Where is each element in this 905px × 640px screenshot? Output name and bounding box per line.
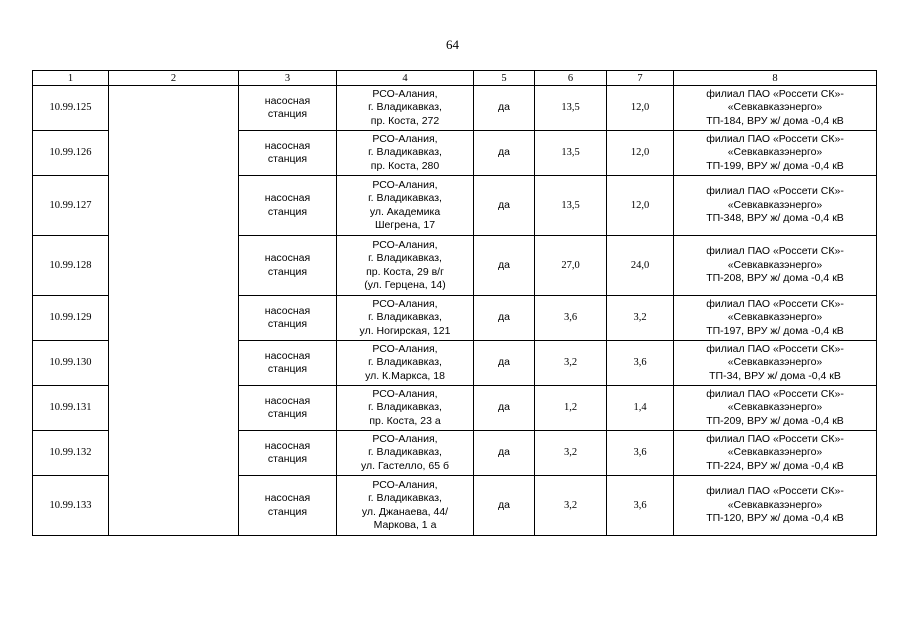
cell-flag: да	[474, 431, 535, 476]
cell-value-6: 13,5	[535, 86, 607, 131]
cell-line: РСО-Алания,	[372, 478, 438, 491]
cell-line: филиал ПАО «Россети СК»-	[706, 297, 844, 310]
cell-object-type	[239, 236, 337, 296]
cell-value-7: 24,0	[607, 236, 674, 296]
cell-line: станция	[267, 363, 308, 375]
cell-line: филиал ПАО «Россети СК»-	[706, 132, 844, 145]
cell-code: 10.99.129	[33, 296, 109, 341]
cell-object-type	[239, 86, 337, 131]
cell-line: «Севкавказэнерго»	[727, 401, 823, 414]
cell-line: г. Владикавказ,	[368, 311, 442, 324]
cell-line: г. Владикавказ,	[368, 446, 442, 459]
cell-line: филиал ПАО «Россети СК»-	[706, 87, 844, 100]
cell-supply	[674, 296, 877, 341]
cell-address	[337, 476, 474, 536]
cell-line: «Севкавказэнерго»	[727, 356, 823, 369]
cell-object-type	[239, 131, 337, 176]
cell-address	[337, 131, 474, 176]
cell-code: 10.99.132	[33, 431, 109, 476]
column-header-3: 3	[239, 71, 337, 86]
cell-flag: да	[474, 476, 535, 536]
cell-value-7: 3,2	[607, 296, 674, 341]
cell-line: ул. Ногирская, 121	[359, 324, 451, 337]
cell-address	[337, 236, 474, 296]
cell-flag: да	[474, 176, 535, 236]
cell-address	[337, 431, 474, 476]
table-body	[33, 86, 877, 536]
cell-line: РСО-Алания,	[372, 87, 438, 100]
cell-line: ТП-224, ВРУ ж/ дома -0,4 кВ	[706, 459, 844, 472]
cell-line: ТП-199, ВРУ ж/ дома -0,4 кВ	[706, 159, 844, 172]
cell-line: насосная	[264, 394, 311, 407]
cell-line: станция	[267, 408, 308, 420]
column-header-2: 2	[109, 71, 239, 86]
column-header-1: 1	[33, 71, 109, 86]
cell-line: ТП-208, ВРУ ж/ дома -0,4 кВ	[706, 272, 844, 285]
cell-line: пр. Коста, 272	[370, 114, 440, 127]
cell-value-7: 1,4	[607, 386, 674, 431]
table-row	[33, 86, 877, 131]
cell-line: ТП-34, ВРУ ж/ дома -0,4 кВ	[709, 369, 841, 382]
cell-line: г. Владикавказ,	[368, 101, 442, 114]
cell-object-type	[239, 386, 337, 431]
cell-value-6: 13,5	[535, 131, 607, 176]
cell-line: пр. Коста, 29 в/г	[366, 265, 444, 278]
cell-line: «Севкавказэнерго»	[727, 498, 823, 511]
cell-supply	[674, 431, 877, 476]
cell-supply	[674, 176, 877, 236]
cell-line: «Севкавказэнерго»	[727, 101, 823, 114]
cell-line: ТП-120, ВРУ ж/ дома -0,4 кВ	[706, 512, 844, 525]
header-row	[33, 71, 877, 86]
cell-line: станция	[267, 265, 308, 278]
cell-flag: да	[474, 341, 535, 386]
cell-line: РСО-Алания,	[372, 297, 438, 310]
cell-value-7: 3,6	[607, 341, 674, 386]
cell-flag: да	[474, 296, 535, 341]
cell-line: филиал ПАО «Россети СК»-	[706, 387, 844, 400]
cell-line: г. Владикавказ,	[368, 492, 442, 504]
cell-line: РСО-Алания,	[372, 387, 438, 400]
cell-line: пр. Коста, 280	[370, 159, 440, 172]
column-header-6: 6	[535, 71, 607, 86]
cell-address	[337, 296, 474, 341]
cell-address	[337, 341, 474, 386]
cell-line: ТП-209, ВРУ ж/ дома -0,4 кВ	[706, 414, 844, 427]
cell-line: ул. Гастелло, 65 б	[360, 459, 449, 472]
cell-line: станция	[267, 505, 308, 518]
cell-supply	[674, 86, 877, 131]
cell-value-6: 27,0	[535, 236, 607, 296]
cell-object-type	[239, 341, 337, 386]
cell-code: 10.99.131	[33, 386, 109, 431]
cell-line: РСО-Алания,	[372, 178, 438, 191]
cell-line: станция	[267, 108, 308, 120]
page-number: 64	[446, 37, 459, 52]
cell-line: Шегрена, 17	[374, 219, 436, 231]
cell-value-6: 3,2	[535, 431, 607, 476]
cell-line: Маркова, 1 а	[373, 519, 437, 531]
cell-line: РСО-Алания,	[372, 238, 438, 251]
column-header-5: 5	[474, 71, 535, 86]
column-header-7: 7	[607, 71, 674, 86]
cell-value-6: 3,2	[535, 476, 607, 536]
cell-line: насосная	[264, 439, 311, 452]
cell-line: насосная	[264, 139, 311, 152]
cell-line: г. Владикавказ,	[368, 146, 442, 159]
cell-supply	[674, 131, 877, 176]
cell-value-7: 12,0	[607, 86, 674, 131]
cell-supply	[674, 386, 877, 431]
cell-line: г. Владикавказ,	[368, 252, 442, 264]
cell-object-type	[239, 176, 337, 236]
cell-line: ул. Джанаева, 44/	[361, 505, 449, 518]
cell-code: 10.99.133	[33, 476, 109, 536]
cell-line: ул. К.Маркса, 18	[365, 369, 445, 382]
cell-line: г. Владикавказ,	[368, 356, 442, 369]
cell-line: филиал ПАО «Россети СК»-	[706, 185, 844, 198]
cell-line: филиал ПАО «Россети СК»-	[706, 432, 844, 445]
cell-line: РСО-Алания,	[372, 342, 438, 355]
cell-line: пр. Коста, 23 а	[369, 414, 441, 427]
cell-code: 10.99.128	[33, 236, 109, 296]
cell-line: «Севкавказэнерго»	[727, 198, 823, 211]
cell-line: «Севкавказэнерго»	[727, 446, 823, 459]
cell-value-7: 3,6	[607, 476, 674, 536]
cell-line: насосная	[264, 252, 311, 264]
column-header-4: 4	[337, 71, 474, 86]
cell-line: ТП-184, ВРУ ж/ дома -0,4 кВ	[706, 114, 844, 127]
cell-line: «Севкавказэнерго»	[727, 311, 823, 324]
cell-line: насосная	[264, 192, 311, 204]
cell-line: насосная	[264, 492, 311, 504]
cell-address	[337, 386, 474, 431]
cell-code: 10.99.125	[33, 86, 109, 131]
cell-line: г. Владикавказ,	[368, 192, 442, 204]
cell-line: станция	[267, 205, 308, 218]
cell-line: филиал ПАО «Россети СК»-	[706, 342, 844, 355]
cell-value-6: 3,2	[535, 341, 607, 386]
cell-object-type	[239, 431, 337, 476]
cell-line: «Севкавказэнерго»	[727, 258, 823, 271]
cell-line: г. Владикавказ,	[368, 401, 442, 414]
cell-line: филиал ПАО «Россети СК»-	[706, 245, 844, 258]
cell-flag: да	[474, 86, 535, 131]
cell-supply	[674, 476, 877, 536]
cell-value-7: 12,0	[607, 131, 674, 176]
cell-supply	[674, 236, 877, 296]
cell-code: 10.99.130	[33, 341, 109, 386]
cell-line: «Севкавказэнерго»	[727, 146, 823, 159]
cell-line: ул. Академика	[369, 205, 441, 218]
cell-line: РСО-Алания,	[372, 132, 438, 145]
document-table	[32, 70, 877, 536]
cell-line: ТП-197, ВРУ ж/ дома -0,4 кВ	[706, 324, 844, 337]
cell-address	[337, 86, 474, 131]
column-header-8: 8	[674, 71, 877, 86]
cell-line: станция	[267, 318, 308, 330]
cell-line: насосная	[264, 304, 311, 317]
cell-value-7: 3,6	[607, 431, 674, 476]
cell-value-6: 3,6	[535, 296, 607, 341]
cell-flag: да	[474, 131, 535, 176]
cell-line: станция	[267, 153, 308, 165]
cell-value-6: 1,2	[535, 386, 607, 431]
cell-code: 10.99.126	[33, 131, 109, 176]
cell-flag: да	[474, 236, 535, 296]
cell-line: РСО-Алания,	[372, 432, 438, 445]
cell-line: насосная	[264, 349, 311, 362]
cell-line: станция	[267, 453, 308, 465]
cell-line: филиал ПАО «Россети СК»-	[706, 485, 844, 498]
cell-address	[337, 176, 474, 236]
cell-line: ТП-348, ВРУ ж/ дома -0,4 кВ	[706, 212, 844, 225]
cell-line: насосная	[264, 94, 311, 107]
cell-object-type	[239, 296, 337, 341]
cell-column-2-merged	[109, 86, 239, 536]
cell-code: 10.99.127	[33, 176, 109, 236]
cell-value-7: 12,0	[607, 176, 674, 236]
cell-line: (ул. Герцена, 14)	[364, 279, 446, 291]
cell-supply	[674, 341, 877, 386]
cell-flag: да	[474, 386, 535, 431]
cell-object-type	[239, 476, 337, 536]
cell-value-6: 13,5	[535, 176, 607, 236]
